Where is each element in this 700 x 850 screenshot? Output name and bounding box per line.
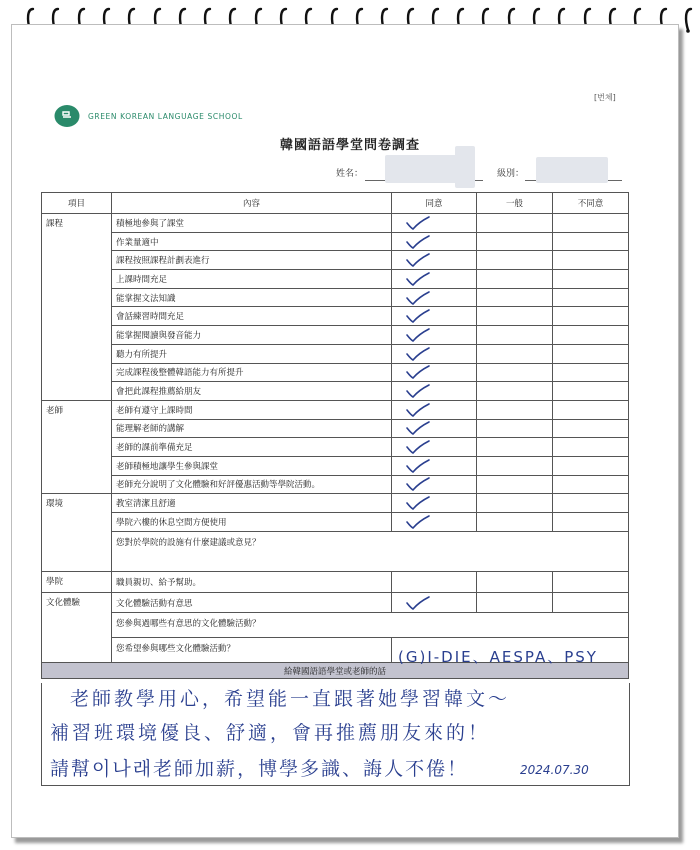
agree-cell[interactable] (392, 382, 477, 401)
table-row (42, 288, 629, 307)
agree-cell[interactable] (392, 475, 477, 494)
row-text: 文化體驗活動有意思 (112, 593, 392, 613)
neutral-cell[interactable] (477, 419, 553, 438)
disagree-cell[interactable] (553, 307, 629, 326)
comment-line-3: 請幫이나래老師加薪，博學多識、誨人不倦！ (50, 758, 469, 780)
checkmark-icon (404, 420, 432, 436)
agree-cell[interactable] (392, 438, 477, 457)
table-row (42, 456, 629, 475)
table-row (42, 419, 629, 438)
row-text: 作業量適中 (112, 232, 392, 251)
neutral-cell[interactable] (477, 513, 553, 532)
section-course: 課程 (42, 214, 112, 401)
row-text: 積極地參與了課堂 (112, 214, 392, 233)
neutral-cell[interactable] (477, 438, 553, 457)
comment-line-2: 補習班環境優良、舒適，會再推薦朋友來的！ (50, 722, 491, 744)
table-row (42, 251, 629, 270)
row-text: 教室清潔且舒適 (112, 494, 392, 513)
name-label: 姓名： (336, 169, 364, 179)
survey-table (41, 192, 629, 679)
checkmark-icon (404, 595, 432, 611)
neutral-cell[interactable] (477, 363, 553, 382)
neutral-cell[interactable] (477, 307, 553, 326)
checkmark-icon (404, 271, 432, 287)
page-label: [번체] (594, 93, 616, 102)
checkmark-icon (404, 252, 432, 268)
row-text: 老師有遵守上課時間 (112, 400, 392, 419)
agree-cell[interactable] (392, 456, 477, 475)
disagree-cell[interactable] (553, 288, 629, 307)
agree-cell[interactable] (392, 288, 477, 307)
agree-cell[interactable] (392, 307, 477, 326)
neutral-cell[interactable] (477, 270, 553, 289)
agree-cell[interactable] (392, 214, 477, 233)
agree-cell[interactable] (392, 251, 477, 270)
logo-leaf-icon (54, 103, 80, 129)
page-title: 韓國語語學堂問卷調查 (279, 138, 420, 153)
culture-question-1: 您參與過哪些有意思的文化體驗活動？ (112, 613, 629, 638)
env-question: 您對於學院的設施有什麼建議或意見？ (112, 531, 629, 571)
table-row (42, 307, 629, 326)
disagree-cell[interactable] (553, 251, 629, 270)
table-row (42, 613, 629, 638)
table-row (42, 214, 629, 233)
culture-question-2: 您希望參與哪些文化體驗活動？ (112, 638, 392, 663)
agree-cell[interactable] (392, 363, 477, 382)
checkmark-icon (404, 215, 432, 231)
checkmark-icon (404, 290, 432, 306)
checkmark-icon (404, 308, 432, 324)
section-culture: 文化體驗 (42, 593, 112, 663)
table-row (42, 344, 629, 363)
disagree-cell[interactable] (553, 232, 629, 251)
section-school: 學院 (42, 571, 112, 593)
table-row (42, 400, 629, 419)
agree-cell[interactable] (392, 270, 477, 289)
checkmark-icon (404, 476, 432, 492)
binding-ring (684, 6, 693, 34)
table-row (42, 494, 629, 513)
row-text: 老師的課前準備充足 (112, 438, 392, 457)
table-header-row (42, 193, 629, 214)
section-environment: 環境 (42, 494, 112, 571)
checkmark-icon (404, 327, 432, 343)
table-row (42, 513, 629, 532)
disagree-cell[interactable] (553, 419, 629, 438)
comment-date: 2024.07.30 (520, 763, 589, 777)
agree-cell[interactable] (392, 232, 477, 251)
checkmark-icon (404, 514, 432, 530)
row-text: 老師充分說明了文化體驗和好評優惠活動等學院活動。 (112, 475, 392, 494)
neutral-cell[interactable] (477, 232, 553, 251)
table-row (42, 232, 629, 251)
message-header: 給韓國語語學堂或老師的話 (42, 663, 629, 679)
col-header-disagree: 不同意 (553, 193, 629, 214)
checkmark-icon (404, 364, 432, 380)
agree-cell[interactable] (392, 400, 477, 419)
disagree-cell[interactable] (553, 513, 629, 532)
neutral-cell[interactable] (477, 214, 553, 233)
level-label: 級別： (497, 169, 525, 179)
table-row (42, 270, 629, 289)
table-row (42, 531, 629, 571)
agree-cell[interactable] (392, 571, 477, 593)
row-text: 老師積極地讓學生參與課堂 (112, 456, 392, 475)
checkmark-icon (404, 458, 432, 474)
row-text: 會把此課程推薦給朋友 (112, 382, 392, 401)
neutral-cell[interactable] (477, 571, 553, 593)
disagree-cell[interactable] (553, 475, 629, 494)
neutral-cell[interactable] (477, 251, 553, 270)
disagree-cell[interactable] (553, 270, 629, 289)
row-text: 會話練習時間充足 (112, 307, 392, 326)
disagree-cell[interactable] (553, 326, 629, 345)
table-row (42, 593, 629, 613)
col-header-content: 內容 (112, 193, 392, 214)
checkmark-icon (404, 495, 432, 511)
disagree-cell[interactable] (553, 363, 629, 382)
col-header-agree: 同意 (392, 193, 477, 214)
disagree-cell[interactable] (553, 456, 629, 475)
table-row (42, 438, 629, 457)
neutral-cell[interactable] (477, 344, 553, 363)
checkmark-icon (404, 439, 432, 455)
col-header-neutral: 一般 (477, 193, 553, 214)
agree-cell[interactable] (392, 419, 477, 438)
table-row (42, 475, 629, 494)
row-text: 職員親切、給予幫助。 (112, 571, 392, 593)
row-text: 能理解老師的講解 (112, 419, 392, 438)
disagree-cell[interactable] (553, 494, 629, 513)
neutral-cell[interactable] (477, 475, 553, 494)
agree-cell[interactable] (392, 593, 477, 613)
table-row (42, 571, 629, 593)
row-text: 學院六樓的休息空間方便使用 (112, 513, 392, 532)
neutral-cell[interactable] (477, 456, 553, 475)
neutral-cell[interactable] (477, 494, 553, 513)
checkmark-icon (404, 346, 432, 362)
neutral-cell[interactable] (477, 400, 553, 419)
school-name: GREEN KOREAN LANGUAGE SCHOOL (88, 111, 243, 121)
row-text: 課程按照課程計劃表進行 (112, 251, 392, 270)
neutral-cell[interactable] (477, 382, 553, 401)
level-redaction (536, 157, 608, 183)
agree-cell[interactable] (392, 494, 477, 513)
disagree-cell[interactable] (553, 214, 629, 233)
row-text: 聽力有所提升 (112, 344, 392, 363)
row-text: 能掌握閱讀與發音能力 (112, 326, 392, 345)
checkmark-icon (404, 234, 432, 250)
disagree-cell[interactable] (553, 400, 629, 419)
disagree-cell[interactable] (553, 438, 629, 457)
disagree-cell[interactable] (553, 593, 629, 613)
school-logo (54, 103, 243, 129)
neutral-cell[interactable] (477, 326, 553, 345)
agree-cell[interactable] (392, 513, 477, 532)
section-teacher: 老師 (42, 400, 112, 493)
disagree-cell[interactable] (553, 344, 629, 363)
row-text: 上課時間充足 (112, 270, 392, 289)
disagree-cell[interactable] (553, 571, 629, 593)
neutral-cell[interactable] (477, 288, 553, 307)
culture-answer: (G)I-DIE、AESPA、PSY (398, 648, 598, 666)
table-row (42, 382, 629, 401)
table-row (42, 326, 629, 345)
checkmark-icon (404, 402, 432, 418)
row-text: 完成課程後整體韓語能力有所提升 (112, 363, 392, 382)
agree-cell[interactable] (392, 344, 477, 363)
name-redaction-2 (455, 146, 475, 188)
agree-cell[interactable] (392, 326, 477, 345)
checkmark-icon (404, 383, 432, 399)
comment-line-1: 老師教學用心，希望能一直跟著她學習韓文～ (70, 688, 511, 710)
row-text: 能掌握文法知識 (112, 288, 392, 307)
neutral-cell[interactable] (477, 593, 553, 613)
disagree-cell[interactable] (553, 382, 629, 401)
table-row (42, 363, 629, 382)
col-header-item: 項目 (42, 193, 112, 214)
